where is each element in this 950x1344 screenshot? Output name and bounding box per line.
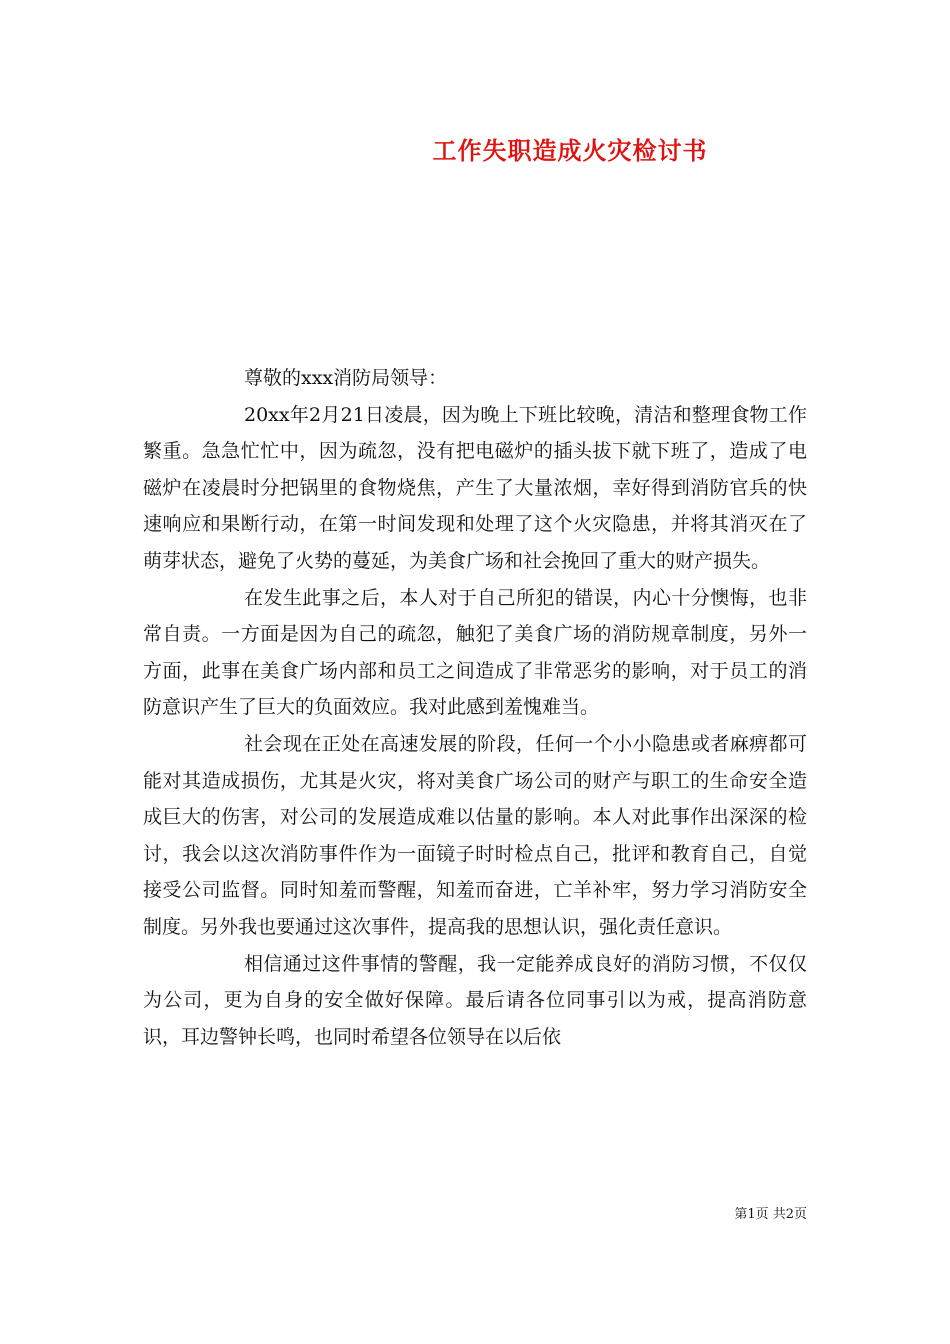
greeting: 尊敬的xxx消防局领导：	[244, 367, 448, 389]
document-body	[143, 360, 807, 1055]
paragraph-1: 20xx年2月21日凌晨，因为晚上下班比较晚，清洁和整理食物工作繁重。急急忙忙中，因为疏忽，没有把电磁炉的插头拔下就下班了，造成了电磁炉在凌晨时分把锅里的食物烧焦，产生了大量浓烟，幸好得到消防官兵的快速响应和果断行动，在第一时间发现和处理了这个火灾隐患，并将其消灭在了萌芽状态，避免了火势的蔓延，为美食广场和社会挽回了重大的财产损失。	[143, 403, 807, 572]
page-title: 工作失职造成火灾检讨书	[432, 136, 708, 165]
paragraph-4: 相信通过这件事情的警醒，我一定能养成良好的消防习惯，不仅仅为公司，更为自身的安全做好保障。最后请各位同事引以为戒，提高消防意识，耳边警钟长鸣，也同时希望各位领导在以后依	[143, 952, 807, 1048]
paragraph-2: 在发生此事之后，本人对于自己所犯的错误，内心十分懊悔，也非常自责。一方面是因为自己的疏忽，触犯了美食广场的消防规章制度，另外一方面，此事在美食广场内部和员工之间造成了非常恶劣的影响，对于员工的消防意识产生了巨大的负面效应。我对此感到羞愧难当。	[143, 586, 807, 719]
paragraph-3: 社会现在正处在高速发展的阶段，任何一个小小隐患或者麻痹都可能对其造成损伤，尤其是火灾，将对美食广场公司的财产与职工的生命安全造成巨大的伤害，对公司的发展造成难以估量的影响。本人对此事作出深深的检讨，我会以这次消防事件作为一面镜子时时检点自己，批评和教育自己，自觉接受公司监督。同时知羞而警醒，知羞而奋进，亡羊补牢，努力学习消防安全制度。另外我也要通过这次事件，提高我的思想认识，强化责任意识。	[143, 732, 807, 938]
page-number: 第1页 共2页	[734, 1207, 807, 1222]
